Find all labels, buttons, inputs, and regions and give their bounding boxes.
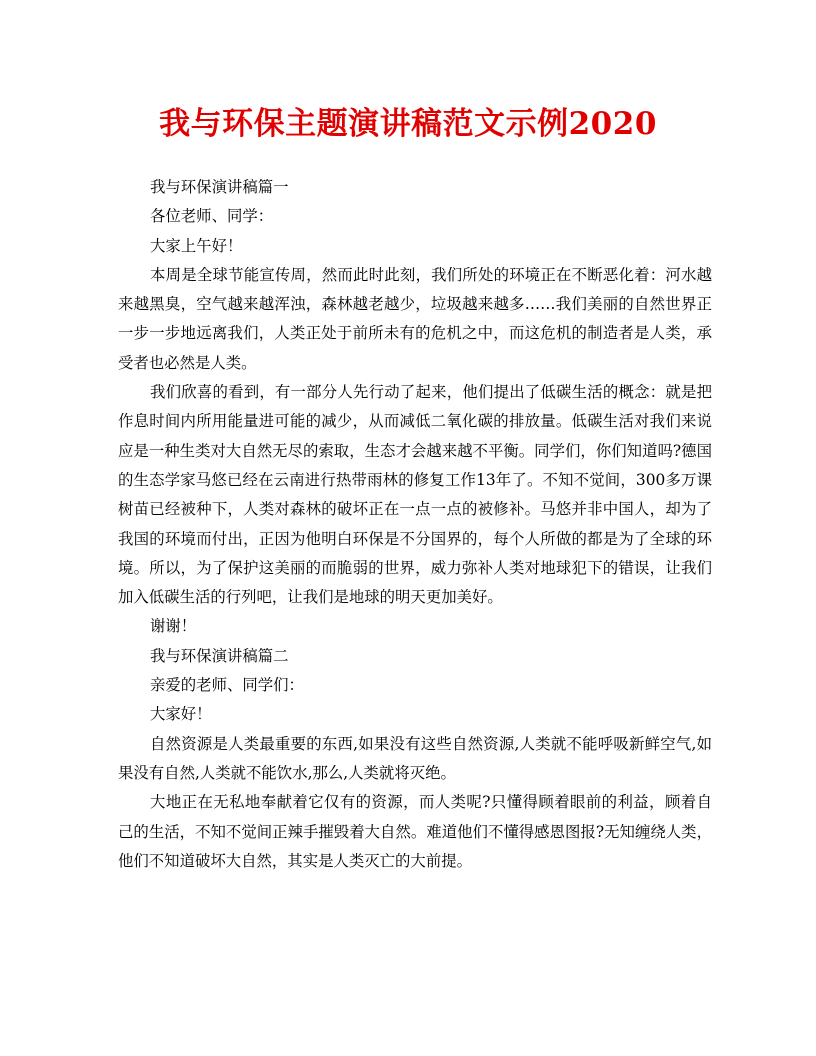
greeting-2: 大家好！ (150, 705, 212, 724)
body-paragraph: 我们欣喜的看到，有一部分人先行动了起来，他们提出了低碳生活的概念：就是把作息时间内所用能量进可能的减少，从而减低二氧化碳的排放量。低碳生活对我们来说应是一种生类对大自然无尽的索取，生态才会越来越不平衡。同学们，你们知道吗?德国的生态学家马悠已经在云南进行热带雨林的修复工作13年了。不知不觉间，300多万课树苗已经被种下，人类对森林的破坏正在一点一点的被修补。马悠并非中国人，却为了我国的环境而付出，正因为他明白环保是不分国界的，每个人所做的都是为了全球的环境。所以，为了保护这美丽的而脆弱的世界，威力弥补人类对地球犯下的错误，让我们加入低碳生活的行列吧，让我们是地球的明天更加美好。 (118, 383, 712, 607)
greeting-1: 大家上午好！ (150, 236, 243, 255)
speech-heading-1: 我与环保演讲稿篇一 (150, 178, 289, 196)
closing-thanks: 谢谢！ (150, 617, 197, 636)
salutation-2: 亲爱的老师、同学们： (150, 676, 304, 695)
document-title: 我与环保主题演讲稿范文示例2020 (159, 106, 657, 142)
body-paragraph: 大地正在无私地奉献着它仅有的资源，而人类呢?只懂得顾着眼前的利益，顾着自己的生活，不知不觉间正辣手摧毁着大自然。难道他们不懂得感恩图报?无知缠绕人类，他们不知道破坏大自然，其实是人类灭亡的大前提。 (118, 793, 712, 870)
salutation-1: 各位老师、同学： (150, 207, 274, 226)
body-paragraph: 本周是全球节能宣传周，然而此时此刻，我们所处的环境正在不断恶化着：河水越来越黑臭，空气越来越浑浊，森林越老越少，垃圾越来越多……我们美丽的自然世界正一步一步地远离我们，人类正处于前所未有的危机之中，而这危机的制造者是人类，承受者也必然是人类。 (118, 265, 712, 372)
body-paragraph: 自然资源是人类最重要的东西,如果没有这些自然资源,人类就不能呼吸新鲜空气,如果没有自然,人类就不能饮水,那么,人类就将灭绝。 (118, 734, 712, 782)
speech-heading-2: 我与环保演讲稿篇二 (150, 646, 289, 665)
document-body (118, 173, 712, 876)
